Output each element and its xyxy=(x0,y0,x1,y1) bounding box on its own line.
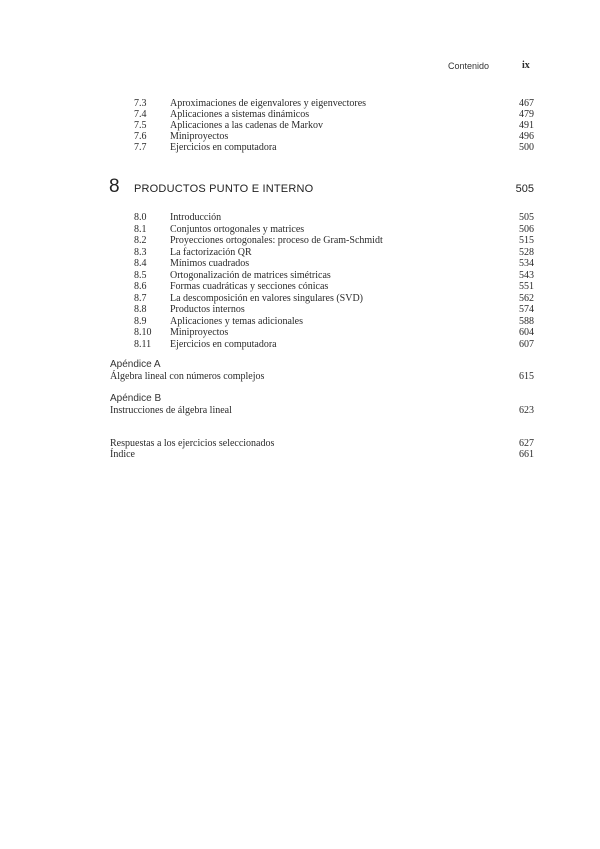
section-number: 8.0 xyxy=(134,212,147,223)
toc-entry xyxy=(134,327,534,338)
back-matter-title: Índice xyxy=(110,449,135,460)
toc-entry-back-matter xyxy=(110,449,534,461)
toc-entry xyxy=(134,120,534,131)
section-page: 479 xyxy=(519,109,534,120)
section-page: 607 xyxy=(519,338,534,350)
section-title: Aplicaciones a las cadenas de Markov xyxy=(170,120,323,131)
toc-entry xyxy=(134,270,534,281)
toc-entry xyxy=(134,304,534,315)
section-number: 7.6 xyxy=(134,131,147,142)
toc-entry xyxy=(134,316,534,327)
section-number: 7.5 xyxy=(134,120,147,131)
running-header-page-number: ix xyxy=(522,60,530,71)
toc-entry-appendix-b xyxy=(110,405,534,417)
section-title: La descomposición en valores singulares (SVD) xyxy=(170,292,364,304)
toc-entry-appendix-a xyxy=(110,371,534,383)
section-title: Miniproyectos xyxy=(170,327,229,338)
section-number: 8.2 xyxy=(134,235,147,246)
section-number: 8.3 xyxy=(134,246,147,258)
section-number: 8.1 xyxy=(134,223,147,235)
toc-entry xyxy=(134,293,534,304)
section-title: Introducción xyxy=(170,212,222,223)
toc-entry xyxy=(134,98,534,109)
section-page: 467 xyxy=(519,98,534,109)
section-page: 604 xyxy=(519,327,534,338)
section-page: 588 xyxy=(519,315,534,327)
section-title: Conjuntos ortogonales y matrices xyxy=(170,223,305,235)
chapter-number: 8 xyxy=(109,176,120,197)
section-page: 574 xyxy=(519,304,534,315)
section-number: 8.10 xyxy=(134,327,152,338)
section-title: Formas cuadráticas y secciones cónicas xyxy=(170,281,329,292)
toc-entry xyxy=(134,212,534,223)
section-page: 505 xyxy=(519,212,534,223)
back-matter-title: Respuestas a los ejercicios seleccionados xyxy=(110,438,275,449)
back-matter-page: 627 xyxy=(519,438,534,449)
section-number: 8.9 xyxy=(134,315,147,327)
section-title: Proyecciones ortogonales: proceso de Gram-Schmidt xyxy=(170,235,383,246)
section-number: 8.8 xyxy=(134,304,147,315)
section-number: 8.4 xyxy=(134,258,147,269)
appendix-b-title: Instrucciones de álgebra lineal xyxy=(110,405,232,416)
toc-entry xyxy=(134,131,534,142)
section-page: 515 xyxy=(519,235,534,246)
appendix-a-title: Álgebra lineal con números complejos xyxy=(110,371,265,382)
toc-entry xyxy=(134,247,534,258)
section-number: 8.11 xyxy=(134,338,152,350)
section-title: Productos internos xyxy=(170,304,245,315)
section-page: 506 xyxy=(519,223,534,235)
section-page: 551 xyxy=(519,281,534,292)
appendix-a-page: 615 xyxy=(519,371,534,382)
toc-entry xyxy=(134,339,534,350)
section-number: 8.6 xyxy=(134,281,147,292)
running-header-label: Contenido xyxy=(448,61,490,71)
section-page: 543 xyxy=(519,269,534,281)
section-title: Ejercicios en computadora xyxy=(170,338,277,350)
chapter-page: 505 xyxy=(515,183,534,195)
section-number: 7.4 xyxy=(134,109,147,120)
toc-entry xyxy=(134,224,534,235)
toc-entry xyxy=(134,281,534,292)
section-page: 562 xyxy=(519,292,534,304)
section-title: Aplicaciones y temas adicionales xyxy=(170,315,304,327)
section-title: Aplicaciones a sistemas dinámicos xyxy=(170,109,310,120)
toc-entry xyxy=(134,235,534,246)
section-number: 8.7 xyxy=(134,292,147,304)
section-page: 496 xyxy=(519,131,534,142)
appendix-b-label: Apéndice B xyxy=(110,393,162,404)
section-title: Miniproyectos xyxy=(170,131,229,142)
back-matter-page: 661 xyxy=(519,449,534,460)
toc-entry xyxy=(134,109,534,120)
section-number: 7.3 xyxy=(134,98,147,109)
section-title: Aproximaciones de eigenvalores y eigenvectores xyxy=(170,98,367,109)
section-page: 534 xyxy=(519,258,534,269)
section-page: 500 xyxy=(519,142,534,153)
section-title: La factorización QR xyxy=(170,246,252,258)
appendix-b-page: 623 xyxy=(519,405,534,416)
chapter-title: PRODUCTOS PUNTO E INTERNO xyxy=(134,183,314,195)
section-title: Ejercicios en computadora xyxy=(170,142,277,153)
section-page: 491 xyxy=(519,120,534,131)
section-page: 528 xyxy=(519,246,534,258)
section-title: Mínimos cuadrados xyxy=(170,258,250,269)
toc-entry xyxy=(134,258,534,269)
section-number: 7.7 xyxy=(134,142,147,153)
appendix-a-label: Apéndice A xyxy=(110,359,161,370)
toc-entry xyxy=(134,142,534,153)
section-title: Ortogonalización de matrices simétricas xyxy=(170,269,331,281)
section-number: 8.5 xyxy=(134,269,147,281)
